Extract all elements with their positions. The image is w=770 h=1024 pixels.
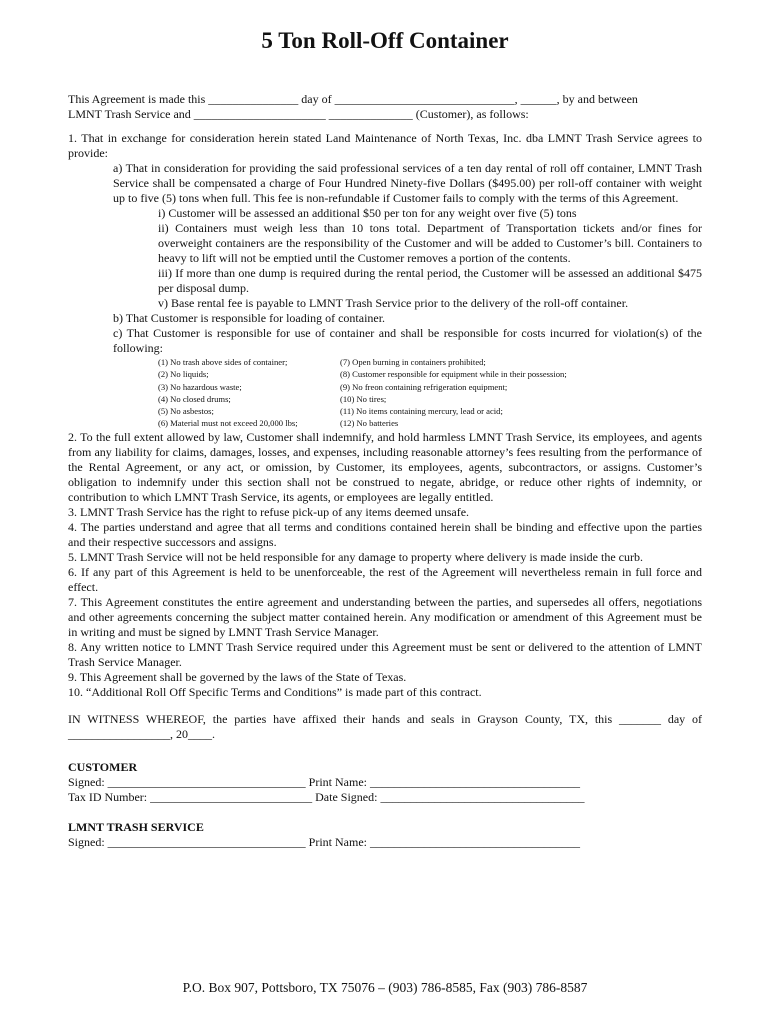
witness-statement: IN WITNESS WHEREOF, the parties have affixed their hands and seals in Grayson County, TX, this _______ day of _________________, 20____.: [68, 711, 702, 741]
list-item: (6) Material must not exceed 20,000 lbs;: [158, 418, 298, 429]
list-item: (2) No liquids;: [158, 369, 209, 380]
clause-1b: b) That Customer is responsible for loading of container.: [113, 311, 386, 325]
clause-1: 1. That in exchange for consideration herein stated Land Maintenance of North Texas, Inc. dba LMNT Trash Service agrees to provide:: [68, 131, 702, 160]
list-item: (9) No freon containing refrigeration equipment;: [340, 381, 508, 392]
clause-4: 4. The parties understand and agree that all terms and conditions contained herein shall be binding and effective upon the parties and their respective successors and assigns.: [68, 519, 702, 549]
clause-1a-v: v) Base rental fee is payable to LMNT Trash Service prior to the delivery of the roll-off container.: [158, 296, 629, 310]
prohibited-column-right: [340, 356, 640, 430]
clause-6: 6. If any part of this Agreement is held to be unenforceable, the rest of the Agreement will nevertheless remain in full force and effect.: [68, 564, 702, 594]
prohibited-items-list: [158, 356, 702, 430]
clause-1c: c) That Customer is responsible for use of container and shall be responsible for costs incurred for violation(s) of the following:: [113, 326, 702, 355]
clause-10: 10. “Additional Roll Off Specific Terms and Conditions” is made part of this contract.: [68, 684, 482, 699]
list-item: (1) No trash above sides of container;: [158, 357, 288, 367]
customer-signature-block: [68, 760, 702, 805]
lmnt-signed-line[interactable]: Signed: _________________________________ Print Name: ___________________________________: [68, 834, 580, 849]
intro-line-1: This Agreement is made this _______________ day of ______________________________, ______, by and between: [68, 92, 638, 106]
clause-9: 9. This Agreement shall be governed by the laws of the State of Texas.: [68, 669, 407, 684]
clause-3: 3. LMNT Trash Service has the right to refuse pick-up of any items deemed unsafe.: [68, 504, 470, 519]
customer-taxid-line[interactable]: Tax ID Number: ___________________________ Date Signed: __________________________________: [68, 789, 585, 804]
lmnt-signature-block: [68, 820, 702, 850]
document-title: 5 Ton Roll-Off Container: [261, 28, 509, 53]
intro: [68, 92, 702, 122]
customer-signed-line[interactable]: Signed: _________________________________ Print Name: ___________________________________: [68, 774, 580, 789]
clause-5: 5. LMNT Trash Service will not be held responsible for any damage to property where delivery is made inside the curb.: [68, 549, 643, 564]
prohibited-column-left: [158, 356, 340, 430]
intro-line-2: LMNT Trash Service and ______________________ ______________ (Customer), as follows:: [68, 107, 529, 121]
list-item: (8) Customer responsible for equipment while in their possession;: [340, 369, 567, 380]
clause-1a-iii: iii) If more than one dump is required during the rental period, the Customer will be assessed an additional $475 per disposal dump.: [158, 266, 702, 295]
list-item: (3) No hazardous waste;: [158, 381, 242, 392]
list-item: (10) No tires;: [340, 393, 387, 404]
list-item: (5) No asbestos;: [158, 406, 214, 417]
list-item: (7) Open burning in containers prohibited;: [340, 357, 486, 367]
clause-8: 8. Any written notice to LMNT Trash Service required under this Agreement must be sent or delivered to the attention of LMNT Trash Service Manager.: [68, 639, 702, 669]
list-item: (12) No batteries: [340, 418, 399, 429]
agreement-body: [68, 92, 702, 850]
clause-1a-i: i) Customer will be assessed an additional $50 per ton for any weight over five (5) tons: [158, 206, 577, 220]
clause-7: 7. This Agreement constitutes the entire agreement and understanding between the parties, and supersedes all offers, negotiations and other agreements concerning the subject matter contained herein. Any modification or amendment of this Agreement must be in writing and must be signed by LMNT Trash Service Manager.: [68, 594, 702, 639]
list-item: (11) No items containing mercury, lead or acid;: [340, 406, 503, 417]
clause-1a: a) That in consideration for providing the said professional services of a ten day rental of roll off container, LMNT Trash Service shall be compensated a charge of Four Hundred Ninety-five Dollars ($495.00) per roll-off container with weight up to five (5) tons when full. This fee is non-refundable if Customer fails to comply with the terms of this Agreement.: [113, 161, 702, 205]
clause-1a-ii: ii) Containers must weigh less than 10 tons total. Department of Transportation tickets and/or fines for overweight containers are the responsibility of the Customer and will be added to Customer’s bill. Containers to heavy to lift will not be emptied until the Customer removes a portion of the contents.: [158, 221, 702, 265]
customer-heading: CUSTOMER: [68, 759, 138, 774]
list-item: (4) No closed drums;: [158, 393, 231, 404]
clause-2: 2. To the full extent allowed by law, Customer shall indemnify, and hold harmless LMNT Trash Service, its employees, and agents from any liability for claims, damages, losses, and expenses, including reasonable attorney’s fees resulting from the performance of the Rental Agreement, or any act, or omission, by Customer, its employees, agents, subcontractors, or assigns. Customer’s obligation to indemnify under this section shall not be construed to negate, abridge, or reduce other rights of indemnity, or contribution to which LMNT Trash Service, its agents, or employees are legally entitled.: [68, 429, 702, 504]
footer-address: P.O. Box 907, Pottsboro, TX 75076 – (903) 786-8585, Fax (903) 786-8587: [182, 980, 588, 995]
lmnt-heading: LMNT TRASH SERVICE: [68, 819, 204, 834]
